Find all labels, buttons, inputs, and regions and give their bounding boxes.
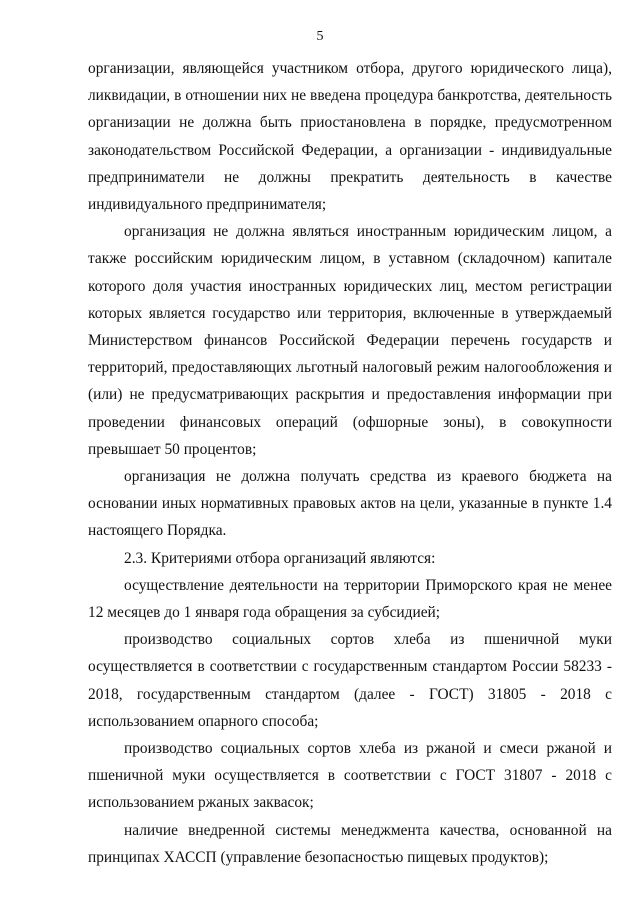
page-number: 5: [316, 29, 324, 44]
paragraph-regional-budget: организация не должна получать средства из краевого бюджета на основании иных нормативных правовых актов на цели, указанные в пункте 1.4 настоящего Порядка.: [88, 468, 612, 540]
paragraph-org-liquidation: организации, являющейся участником отбора, другого юридического лица), ликвидации, в отношении них не введена процедура банкротства, деятельность организации не должна быть приостановлена в порядке, предусмотренном законодательством Российской Федерации, а организации - индивидуальные предприниматели не должны прекратить деятельность в качестве индивидуального предпринимателя;: [88, 60, 612, 214]
paragraph-criterion-wheat-bread: производство социальных сортов хлеба из пшеничной муки осуществляется в соответствии с государственным стандартом России 58233 - 2018, государственным стандартом (далее - ГОСТ) 31805 - 2018 с использованием опарного способа;: [88, 631, 612, 730]
paragraph-criterion-territory: осуществление деятельности на территории Приморского края не менее 12 месяцев до 1 января года обращения за субсидией;: [88, 576, 612, 622]
paragraph-criteria-heading: 2.3. Критериями отбора организаций являются:: [124, 549, 436, 567]
paragraph-criterion-rye-bread: производство социальных сортов хлеба из ржаной и смеси ржаной и пшеничной муки осуществляется в соответствии с ГОСТ 31807 - 2018 с использованием ржаных заквасок;: [88, 740, 612, 812]
document-body: [88, 55, 612, 871]
paragraph-criterion-haccp: наличие внедренной системы менеджмента качества, основанной на принципах ХАССП (управление безопасностью пищевых продуктов);: [88, 821, 612, 866]
paragraph-foreign-capital: организация не должна являться иностранным юридическим лицом, а также российским юридическим лицом, в уставном (складочном) капитале которого доля участия иностранных юридических лиц, местом регистрации которых является государство или территория, включенные в утверждаемый Министерством финансов Российской Федерации перечень государств и территорий, предоставляющих льготный налоговый режим налогообложения и (или) не предусматривающих раскрытия и предоставления информации при проведении финансовых операций (офшорные зоны), в совокупности превышает 50 процентов;: [88, 223, 612, 458]
